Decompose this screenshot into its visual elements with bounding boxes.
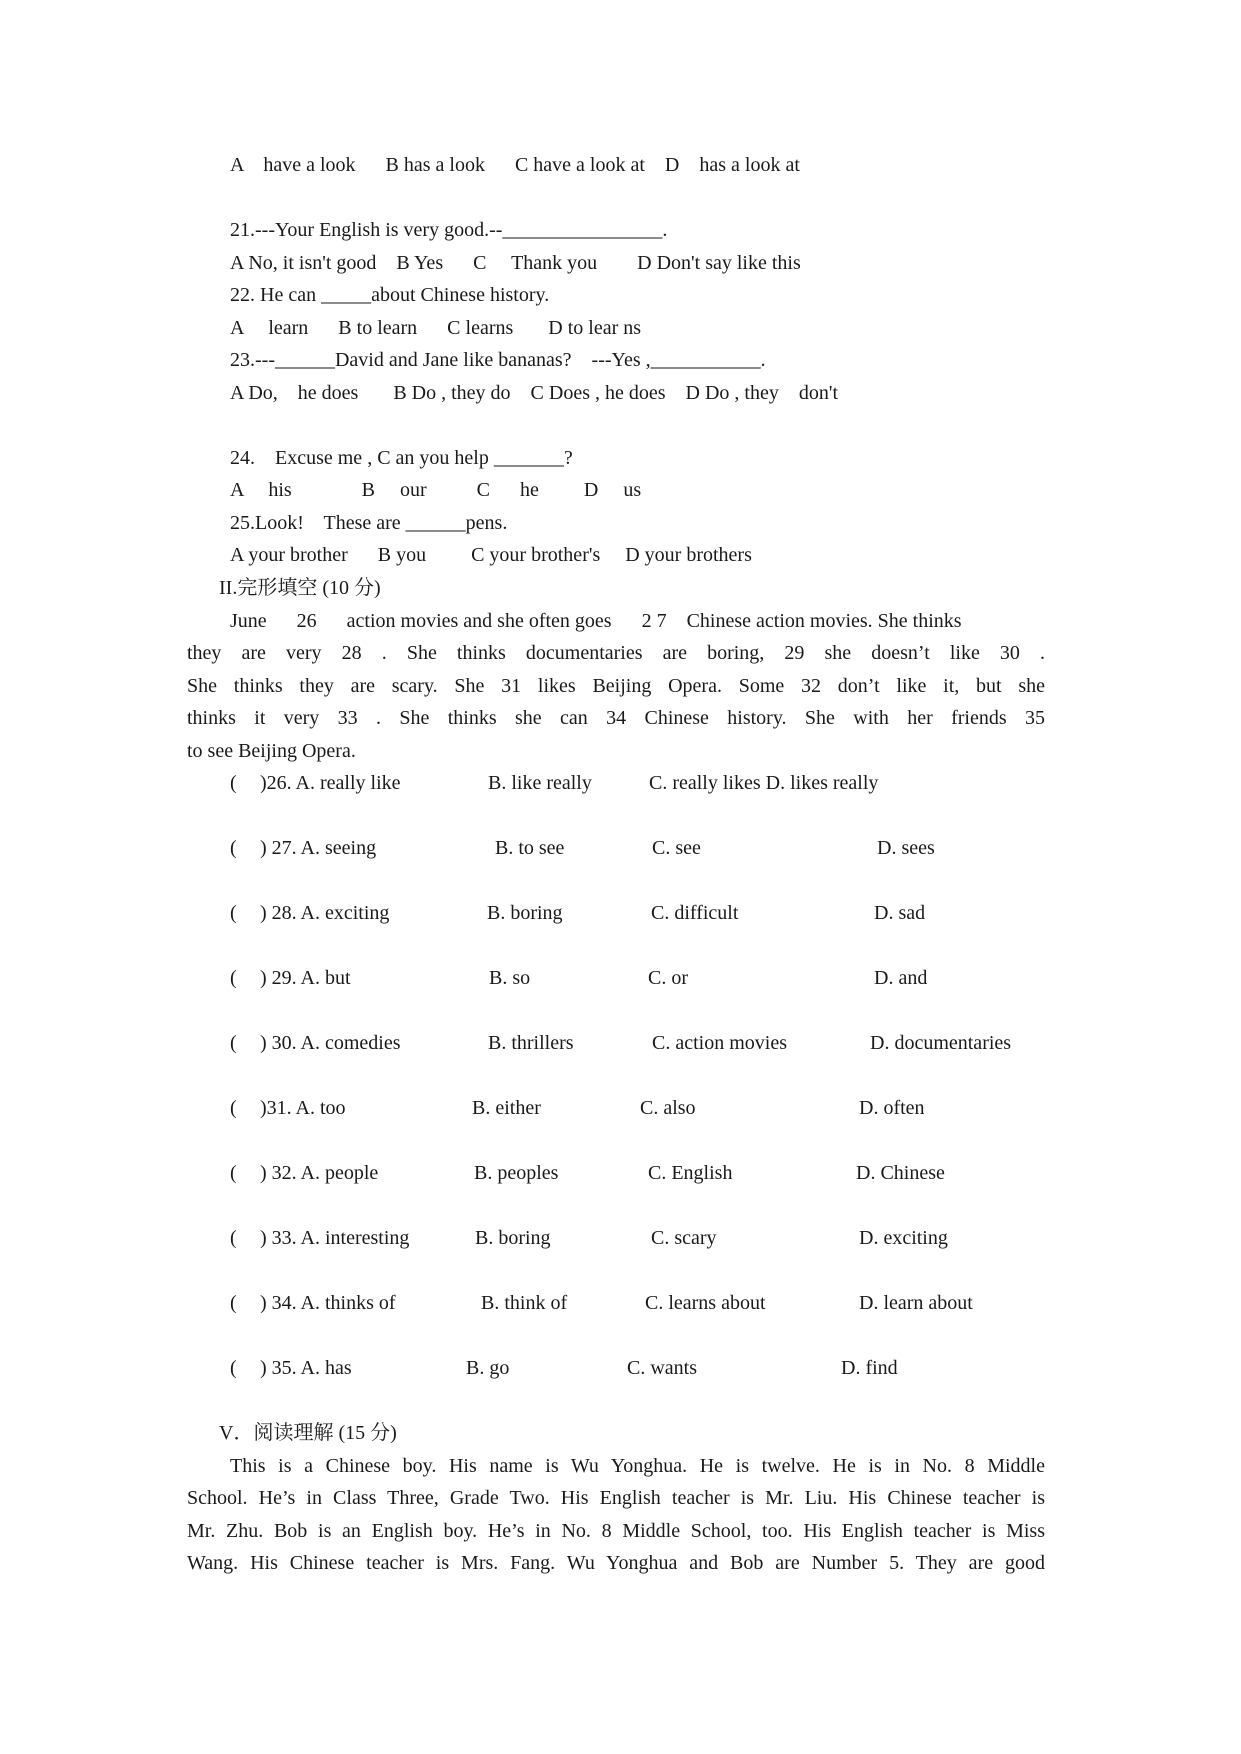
option-c: C. action movies — [652, 1032, 787, 1054]
q21-stem: 21.---Your English is very good.--________________. — [230, 219, 668, 241]
q23-stem: 23.---______David and Jane like bananas? ---Yes ,___________. — [230, 349, 766, 371]
option-d: D. sad — [874, 902, 926, 924]
reading-line-3: Mr. Zhu. Bob is an English boy. He’s in No. 8 Middle School, too. His English teacher is Miss — [187, 1520, 1045, 1542]
q20-options: A have a look B has a look C have a look at D has a look at — [230, 154, 800, 176]
option-d: D. documentaries — [870, 1032, 1012, 1054]
section-2-title: II.完形填空 (10 分) — [219, 577, 381, 599]
answer-bracket: ( — [230, 1162, 237, 1184]
option-b: B. peoples — [474, 1162, 559, 1184]
q25-stem: 25.Look! These are ______pens. — [230, 512, 508, 534]
reading-line-4: Wang. His Chinese teacher is Mrs. Fang. Wu Yonghua and Bob are Number 5. They are good — [187, 1552, 1045, 1574]
option-d: D. learn about — [859, 1292, 973, 1314]
answer-bracket: ( — [230, 772, 237, 794]
question-number: )31. A. too — [260, 1097, 346, 1119]
answer-bracket: ( — [230, 902, 237, 924]
option-c: C. really likes D. likes really — [649, 772, 879, 794]
option-c: C. difficult — [651, 902, 739, 924]
q25-options: A your brother B you C your brother's D your brothers — [230, 544, 752, 566]
option-b: B. thrillers — [488, 1032, 574, 1054]
reading-line-2: School. He’s in Class Three, Grade Two. His English teacher is Mr. Liu. His Chinese teacher is — [187, 1487, 1045, 1509]
option-c: C. see — [652, 837, 701, 859]
question-number: ) 32. A. people — [260, 1162, 379, 1184]
option-d: D. and — [874, 967, 928, 989]
cloze-line-1: June 26 action movies and she often goes 2 7 Chinese action movies. She thinks — [230, 610, 962, 632]
answer-bracket: ( — [230, 1227, 237, 1249]
option-d: D. Chinese — [856, 1162, 945, 1184]
q21-options: A No, it isn't good B Yes C Thank you D Don't say like this — [230, 252, 801, 274]
option-d: D. exciting — [859, 1227, 948, 1249]
option-b: B. so — [489, 967, 531, 989]
question-number: ) 34. A. thinks of — [260, 1292, 396, 1314]
q24-stem: 24. Excuse me , C an you help _______? — [230, 447, 573, 469]
q23-options: A Do, he does B Do , they do C Does , he does D Do , they don't — [230, 382, 838, 404]
option-b: B. think of — [481, 1292, 568, 1314]
answer-bracket: ( — [230, 967, 237, 989]
cloze-line-2: they are very 28 . She thinks documentaries are boring, 29 she doesn’t like 30 . — [187, 642, 1045, 664]
option-b: B. to see — [495, 837, 565, 859]
option-b: B. like really — [488, 772, 592, 794]
option-b: B. either — [472, 1097, 541, 1119]
option-c: C. scary — [651, 1227, 717, 1249]
cloze-line-4: thinks it very 33 . She thinks she can 34 Chinese history. She with her friends 35 — [187, 707, 1045, 729]
option-c: C. wants — [627, 1357, 697, 1379]
option-b: B. go — [466, 1357, 510, 1379]
answer-bracket: ( — [230, 1357, 237, 1379]
question-number: )26. A. really like — [260, 772, 401, 794]
cloze-line-5: to see Beijing Opera. — [187, 740, 356, 762]
cloze-line-3: She thinks they are scary. She 31 likes Beijing Opera. Some 32 don’t like it, but she — [187, 675, 1045, 697]
option-d: D. find — [841, 1357, 898, 1379]
option-c: C. learns about — [645, 1292, 766, 1314]
answer-bracket: ( — [230, 1032, 237, 1054]
option-b: B. boring — [487, 902, 563, 924]
option-d: D. sees — [877, 837, 935, 859]
option-c: C. or — [648, 967, 688, 989]
question-number: ) 28. A. exciting — [260, 902, 390, 924]
section-5-title: V．阅读理解 (15 分) — [219, 1422, 397, 1444]
answer-bracket: ( — [230, 1097, 237, 1119]
reading-line-1: This is a Chinese boy. His name is Wu Yonghua. He is twelve. He is in No. 8 Middle — [230, 1455, 1045, 1477]
option-c: C. English — [648, 1162, 733, 1184]
q22-options: A learn B to learn C learns D to lear ns — [230, 317, 642, 339]
option-d: D. often — [859, 1097, 925, 1119]
question-number: ) 35. A. has — [260, 1357, 352, 1379]
answer-bracket: ( — [230, 1292, 237, 1314]
option-b: B. boring — [475, 1227, 551, 1249]
answer-bracket: ( — [230, 837, 237, 859]
q24-options: A his B our C he D us — [230, 479, 642, 501]
question-number: ) 30. A. comedies — [260, 1032, 401, 1054]
question-number: ) 33. A. interesting — [260, 1227, 410, 1249]
question-number: ) 27. A. seeing — [260, 837, 377, 859]
option-c: C. also — [640, 1097, 696, 1119]
q22-stem: 22. He can _____about Chinese history. — [230, 284, 550, 306]
question-number: ) 29. A. but — [260, 967, 351, 989]
